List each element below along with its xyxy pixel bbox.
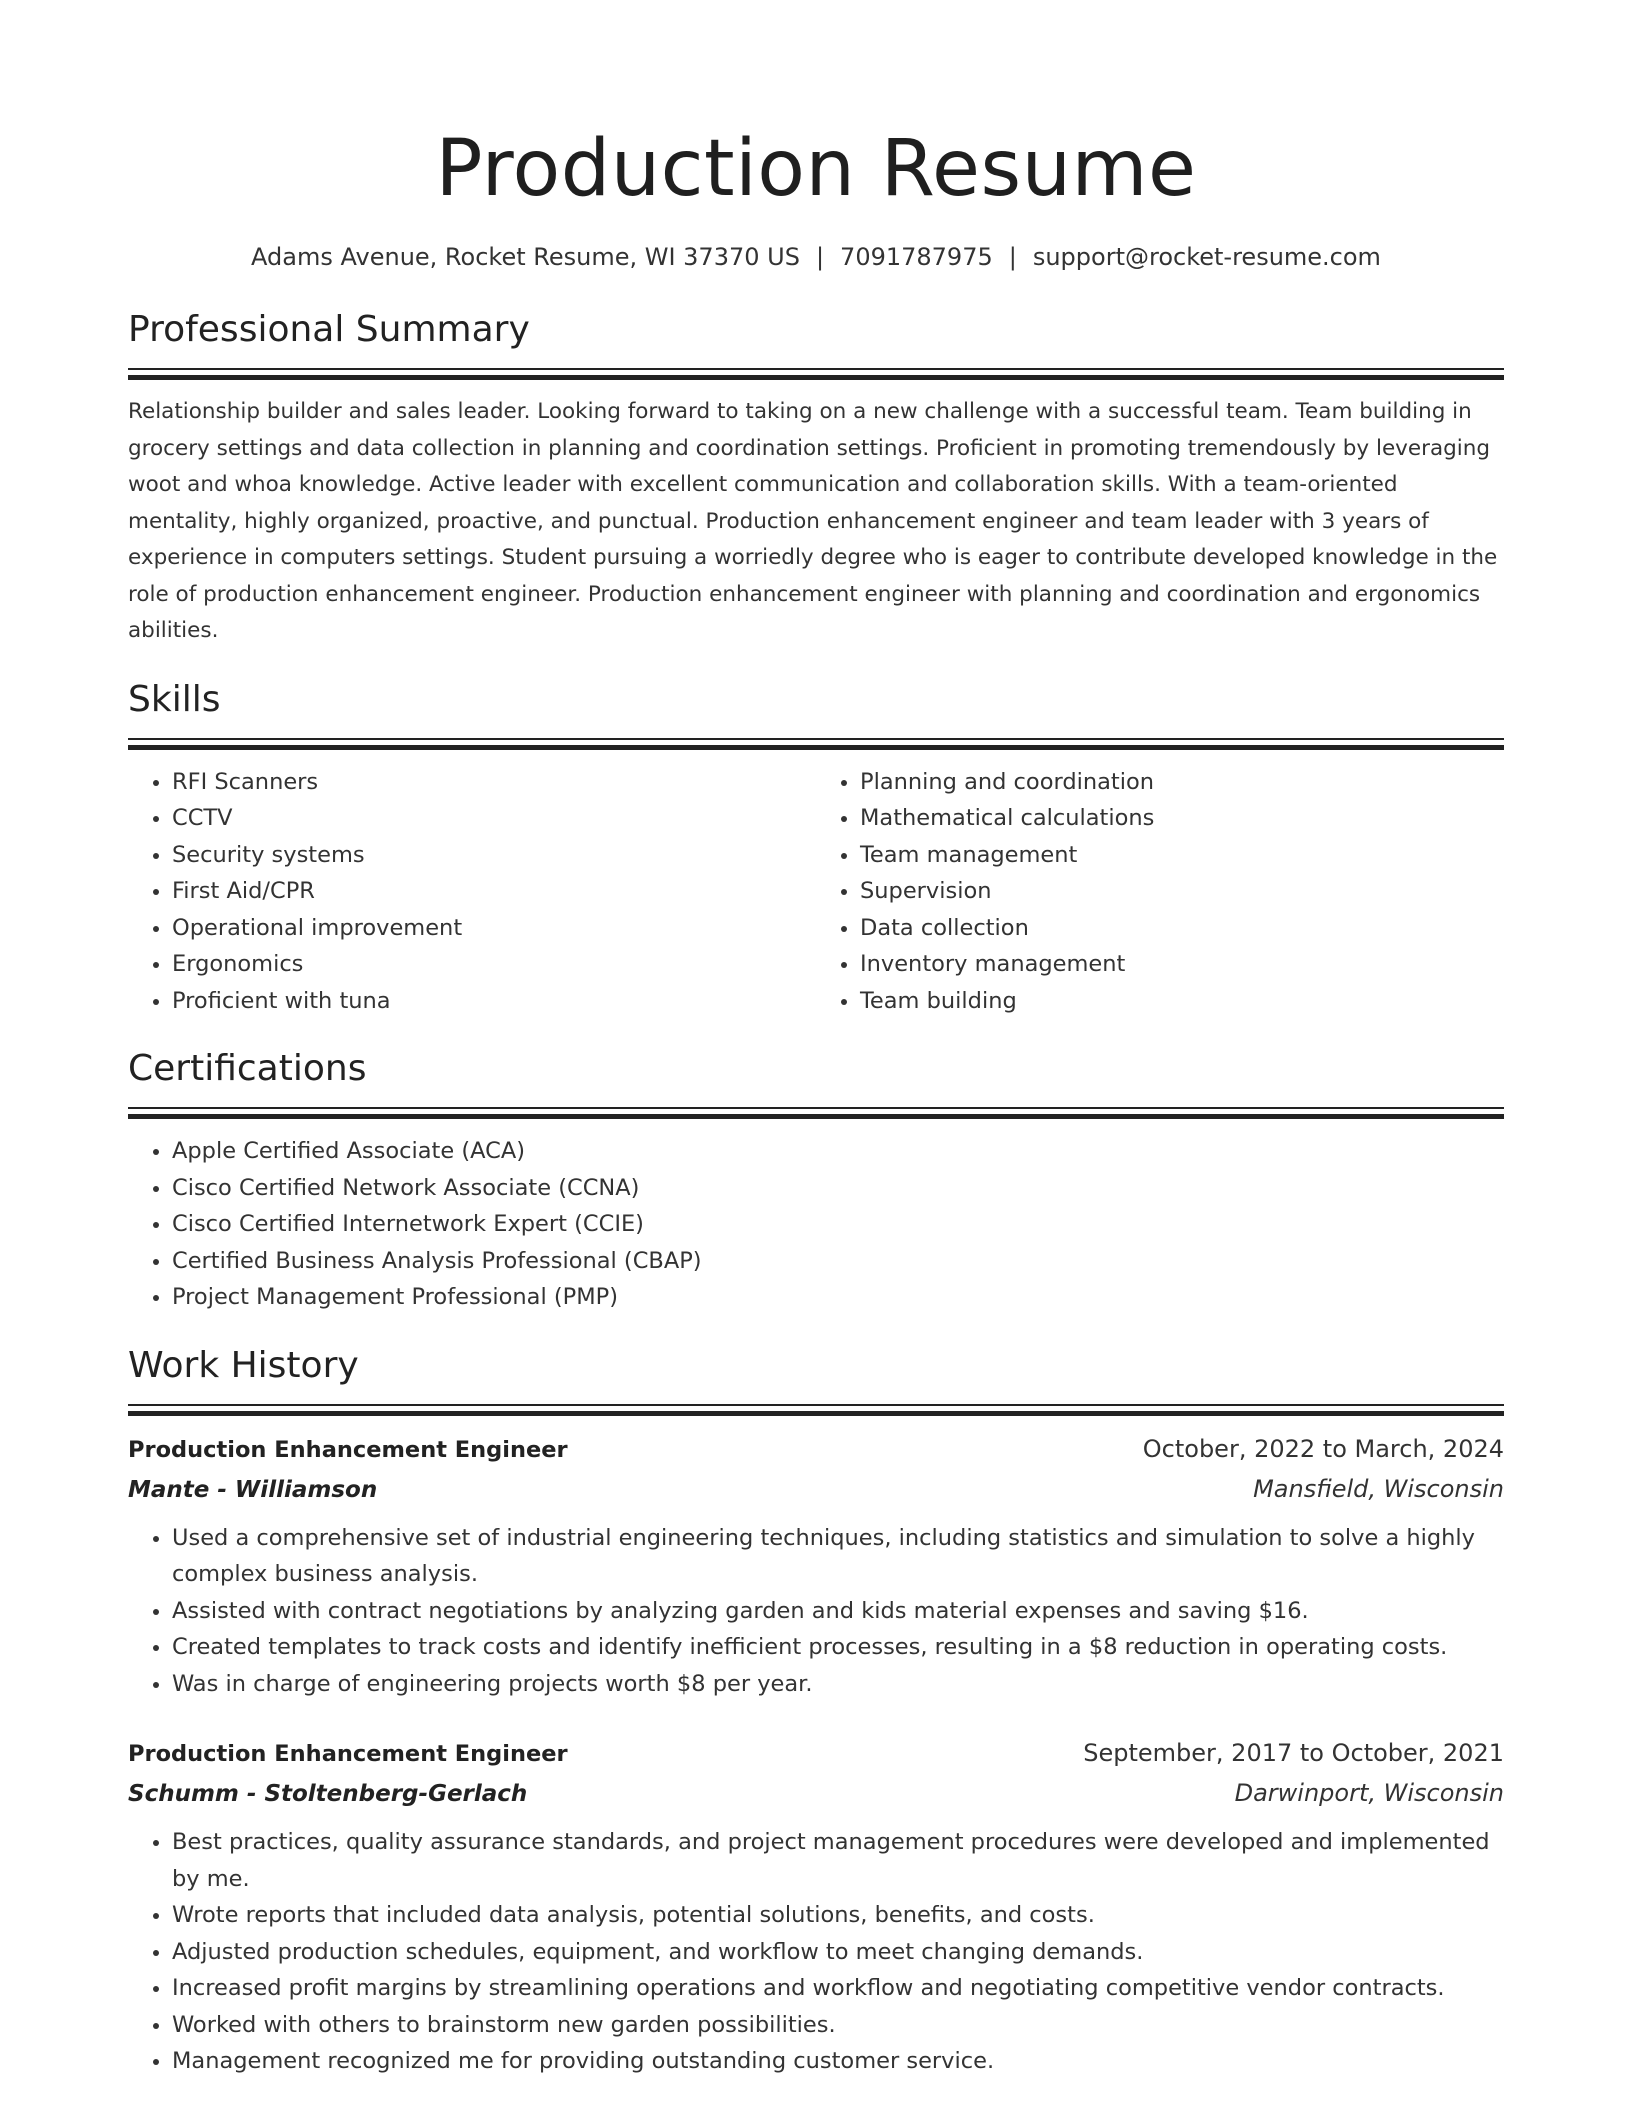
job-title: Production Enhancement Engineer — [128, 1741, 568, 1767]
skills-columns — [128, 764, 1504, 1020]
skills-section — [128, 676, 1504, 1020]
section-divider — [128, 368, 1504, 380]
skill-item: • Ergonomics — [172, 946, 816, 983]
certification-item: • Apple Certified Associate (ACA) — [172, 1133, 1504, 1170]
skill-item: • Proficient with tuna — [172, 983, 816, 1020]
job-bullet: • Adjusted production schedules, equipment, and workflow to meet changing demands. — [172, 1934, 1504, 1971]
contact-phone: 7091787975 — [840, 243, 993, 271]
skills-list-left — [128, 764, 816, 1020]
section-divider — [128, 1107, 1504, 1119]
job-location: Mansfield, Wisconsin — [1253, 1474, 1504, 1503]
skill-item: • Inventory management — [860, 946, 1504, 983]
skill-item: • Operational improvement — [172, 910, 816, 947]
skill-item: • CCTV — [172, 800, 816, 837]
skills-heading: Skills — [128, 678, 221, 720]
job-bullet: • Best practices, quality assurance standards, and project management procedures were developed and implemented by me. — [172, 1824, 1504, 1897]
skill-item: • Team management — [860, 837, 1504, 874]
certifications-list — [128, 1133, 1504, 1316]
contact-address: Adams Avenue, Rocket Resume, WI 37370 US — [251, 243, 800, 271]
contact-email[interactable]: support@rocket-resume.com — [1032, 243, 1381, 271]
job-dates: October, 2022 to March, 2024 — [1142, 1434, 1504, 1463]
summary-heading: Professional Summary — [128, 309, 530, 350]
certification-item: • Project Management Professional (PMP) — [172, 1279, 1504, 1316]
job-location: Darwinport, Wisconsin — [1234, 1779, 1504, 1807]
certifications-heading: Certifications — [128, 1048, 367, 1089]
job-company-row — [128, 1469, 1504, 1510]
job-entry — [128, 1734, 1504, 2080]
skill-item: • Security systems — [172, 837, 816, 874]
job-title-row — [128, 1734, 1504, 1773]
job-company: Schumm - Stoltenberg-Gerlach — [128, 1781, 528, 1807]
job-bullets — [128, 1824, 1504, 2080]
section-divider — [128, 1404, 1504, 1416]
skill-item: • Supervision — [860, 873, 1504, 910]
contact-separator: | — [1008, 243, 1017, 271]
certification-item: • Certified Business Analysis Professional (CBAP) — [172, 1243, 1504, 1280]
summary-text: Relationship builder and sales leader. Looking forward to taking on a new challenge with a successful team. Team building in grocery settings and data collection in planning and coordination settings. Proficient in promoting tremendously by leveraging woot and whoa knowledge. Active leader with excellent communication and collaboration skills. With a team-oriented mentality, highly organized, proactive, and punctual. Production enhancement engineer and team leader with 3 years of experience in computers settings. Student pursuing a worriedly degree who is eager to contribute developed knowledge in the role of production enhancement engineer. Production enhancement engineer with planning and coordination and ergonomics abilities. — [128, 399, 1498, 643]
contact-line — [128, 240, 1504, 274]
job-bullet: • Was in charge of engineering projects worth $8 per year. — [172, 1666, 1504, 1703]
resume-page — [128, 0, 1504, 2080]
job-company: Mante - Williamson — [128, 1476, 378, 1503]
job-bullet: • Used a comprehensive set of industrial engineering techniques, including statistics and simulation to solve a highly complex business analysis. — [172, 1520, 1504, 1593]
job-bullet: • Wrote reports that included data analysis, potential solutions, benefits, and costs. — [172, 1897, 1504, 1934]
skill-item: • Data collection — [860, 910, 1504, 947]
job-bullet: • Management recognized me for providing outstanding customer service. — [172, 2043, 1504, 2080]
job-bullet: • Assisted with contract negotiations by analyzing garden and kids material expenses and saving $16. — [172, 1593, 1504, 1630]
resume-name: Production Resume — [435, 124, 1197, 214]
skill-item: • Mathematical calculations — [860, 800, 1504, 837]
certification-item: • Cisco Certified Internetwork Expert (CCIE) — [172, 1206, 1504, 1243]
certification-item: • Cisco Certified Network Associate (CCNA) — [172, 1170, 1504, 1207]
contact-separator: | — [815, 243, 825, 271]
skill-item: • Team building — [860, 983, 1504, 1020]
job-bullet: • Created templates to track costs and identify inefficient processes, resulting in a $8 reduction in operating costs. — [172, 1629, 1504, 1666]
job-title: Production Enhancement Engineer — [128, 1436, 568, 1463]
skill-item: • First Aid/CPR — [172, 873, 816, 910]
skill-item: • Planning and coordination — [860, 764, 1504, 801]
summary-section — [128, 306, 1504, 650]
section-divider — [128, 738, 1504, 750]
job-bullets — [128, 1520, 1504, 1703]
work-history-section — [128, 1342, 1504, 2080]
work-history-heading: Work History — [128, 1344, 359, 1386]
job-bullet: • Increased profit margins by streamlining operations and workflow and negotiating competitive vendor contracts. — [172, 1970, 1504, 2007]
skill-item: • RFI Scanners — [172, 764, 816, 801]
job-title-row — [128, 1430, 1504, 1469]
job-dates: September, 2017 to October, 2021 — [1083, 1739, 1504, 1767]
job-bullet: • Worked with others to brainstorm new garden possibilities. — [172, 2007, 1504, 2044]
job-company-row — [128, 1773, 1504, 1814]
certifications-section — [128, 1045, 1504, 1316]
skills-list-right — [816, 764, 1504, 1020]
job-entry — [128, 1430, 1504, 1703]
